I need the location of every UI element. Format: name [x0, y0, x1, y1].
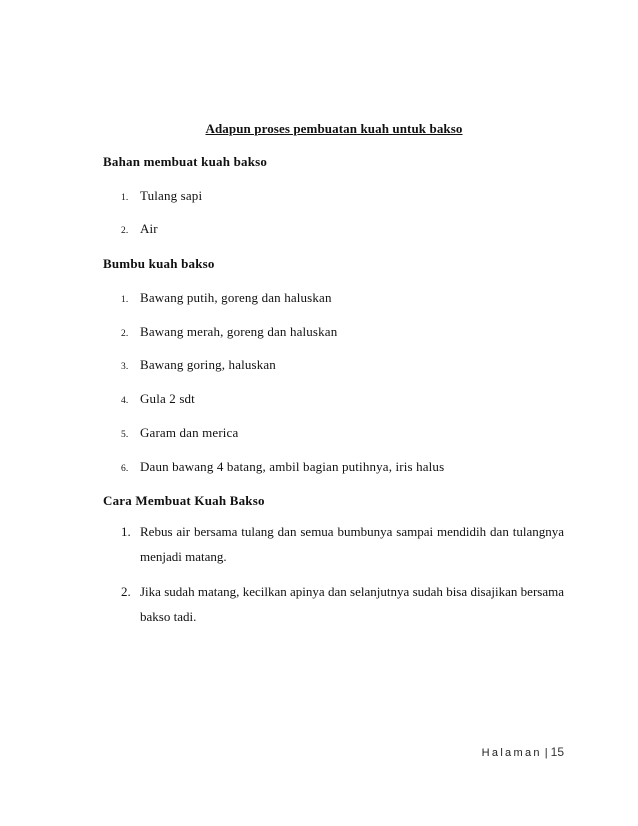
step-text: Jika sudah matang, kecilkan apinya dan selanjutnya sudah bisa disajikan bersama bakso tadi.	[140, 584, 564, 624]
list-text: Bawang goring, haluskan	[140, 357, 276, 372]
section-heading-ingredients: Bahan membuat kuah bakso	[103, 154, 268, 169]
list-item	[121, 221, 158, 237]
list-item	[121, 290, 332, 306]
section-heading-method: Cara Membuat Kuah Bakso	[103, 493, 265, 508]
step-number: 1.	[121, 524, 131, 539]
page-footer	[482, 745, 564, 759]
list-item	[121, 324, 337, 340]
list-text: Daun bawang 4 batang, ambil bagian putihnya, iris halus	[140, 459, 445, 474]
page-number: 15	[550, 745, 564, 759]
list-item	[121, 357, 276, 373]
section-heading-spices: Bumbu kuah bakso	[103, 256, 215, 271]
list-item	[121, 391, 195, 407]
footer-label: Halaman	[481, 747, 542, 759]
footer-separator: |	[544, 747, 548, 759]
list-text: Bawang merah, goreng dan haluskan	[140, 324, 338, 339]
list-text: Garam dan merica	[140, 425, 239, 440]
step-number: 2.	[121, 584, 131, 599]
list-number: 2.	[121, 226, 129, 236]
step-text: Rebus air bersama tulang dan semua bumbunya sampai mendidih dan tulangnya menjadi matang.	[140, 524, 564, 564]
list-number: 1.	[121, 193, 129, 203]
step-item	[121, 579, 564, 629]
list-text: Bawang putih, goreng dan haluskan	[140, 290, 332, 305]
list-number: 2.	[121, 329, 129, 339]
list-text: Air	[140, 221, 158, 236]
list-text: Gula 2 sdt	[140, 391, 195, 406]
page-title: Adapun proses pembuatan kuah untuk bakso	[205, 121, 463, 136]
list-number: 6.	[121, 464, 129, 474]
list-item	[121, 425, 238, 441]
list-number: 3.	[121, 362, 129, 372]
list-number: 5.	[121, 430, 129, 440]
list-item	[121, 188, 202, 204]
step-item	[121, 519, 564, 569]
list-item	[121, 459, 444, 475]
list-number: 4.	[121, 396, 129, 406]
list-number: 1.	[121, 295, 129, 305]
list-text: Tulang sapi	[140, 188, 203, 203]
